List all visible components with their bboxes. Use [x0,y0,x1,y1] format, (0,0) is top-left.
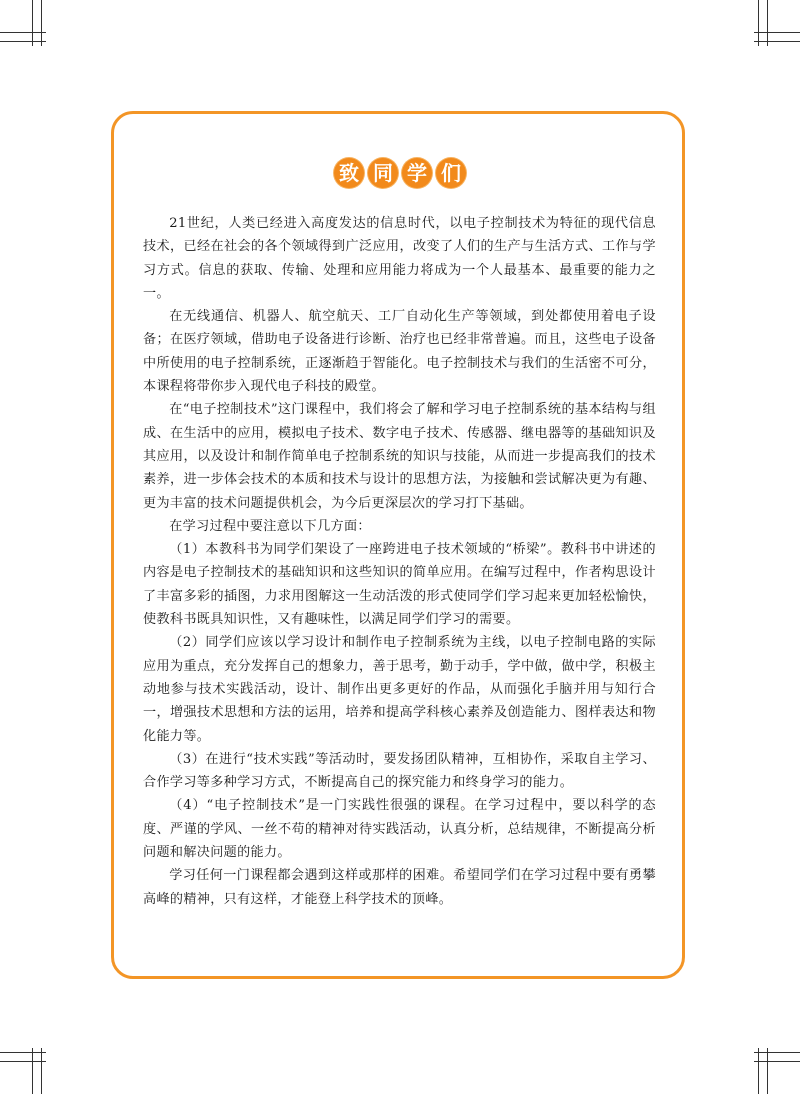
paragraph: （3）在进行“技术实践”等活动时，要发扬团队精神，互相协作，采取自主学习、合作学习等多种学习方式，不断提高自己的探究能力和终身学习的能力。 [143,751,656,791]
crop-mark [758,0,759,46]
title-char: 们 [436,158,466,188]
crop-mark [0,41,46,42]
crop-mark [32,1048,33,1094]
crop-mark [767,0,768,46]
crop-mark [767,1048,768,1094]
crop-mark [32,0,33,46]
crop-mark [758,1048,759,1094]
crop-mark [754,32,800,33]
paragraph: 学习任何一门课程都会遇到这样或那样的困难。希望同学们在学习过程中要有勇攀高峰的精神，只有这样，才能登上科学技术的顶峰。 [143,868,656,907]
crop-mark [754,1052,800,1053]
crop-mark [754,41,800,42]
title-char: 学 [402,158,432,188]
crop-mark [41,0,42,46]
title-char: 致 [334,158,364,188]
crop-mark [754,1061,800,1062]
paragraph: （2）同学们应该以学习设计和制作电子控制系统为主线，以电子控制电路的实际应用为重点，充分发挥自己的想象力，善于思考，勤于动手，学中做，做中学，积极主动地参与技术实践活动，设计、制作出更多更好的作品，从而强化手脑并用与知行合一，增强技术思想和方法的运用，培养和提高学科核心素养及创造能力、图样表达和物化能力等。 [143,635,656,744]
crop-mark [0,1061,46,1062]
paragraph: （1）本教科书为同学们架设了一座跨进电子技术领域的“桥梁”。教科书中讲述的内容是电子控制技术的基础知识和这些知识的简单应用。在编写过程中，作者构思设计了丰富多彩的插图，力求用图解这一生动活泼的形式使同学们学习起来更加轻松愉快，使教科书既具知识性，又有趣味性，以满足同学们学习的需要。 [143,542,656,628]
paragraph: 在学习过程中要注意以下几方面： [169,518,371,534]
paragraph: 在“电子控制技术”这门课程中，我们将会了解和学习电子控制系统的基本结构与组成、在生活中的应用，模拟电子技术、数字电子技术、传感器、继电器等的基础知识及其应用，以及设计和制作简单电子控制系统的知识与技能，从而进一步提高我们的技术素养，进一步体会技术的本质和技术与设计的思想方法，为接触和尝试解决更为有趣、更为丰富的技术问题提供机会，为今后更深层次的学习打下基础。 [143,402,656,511]
crop-mark [0,1052,46,1053]
paragraph: （4）“电子控制技术”是一门实践性很强的课程。在学习过程中，要以科学的态度、严谨的学风、一丝不苟的精神对待实践活动，认真分析，总结规律，不断提高分析问题和解决问题的能力。 [143,798,656,861]
title-char: 同 [368,158,398,188]
page-title [0,158,800,188]
crop-mark [41,1048,42,1094]
paragraph: 在无线通信、机器人、航空航天、工厂自动化生产等领域，到处都使用着电子设备；在医疗领域，借助电子设备进行诊断、治疗也已经非常普遍。而且，这些电子设备中所使用的电子控制系统，正逐渐趋于智能化。电子控制技术与我们的生活密不可分，本课程将带你步入现代电子科技的殿堂。 [143,309,656,395]
letter-body [143,212,656,911]
crop-mark [0,32,46,33]
paragraph: 21世纪，人类已经进入高度发达的信息时代，以电子控制技术为特征的现代信息技术，已经在社会的各个领域得到广泛应用，改变了人们的生产与生活方式、工作与学习方式。信息的获取、传输、处理和应用能力将成为一个人最基本、最重要的能力之一。 [143,216,656,301]
